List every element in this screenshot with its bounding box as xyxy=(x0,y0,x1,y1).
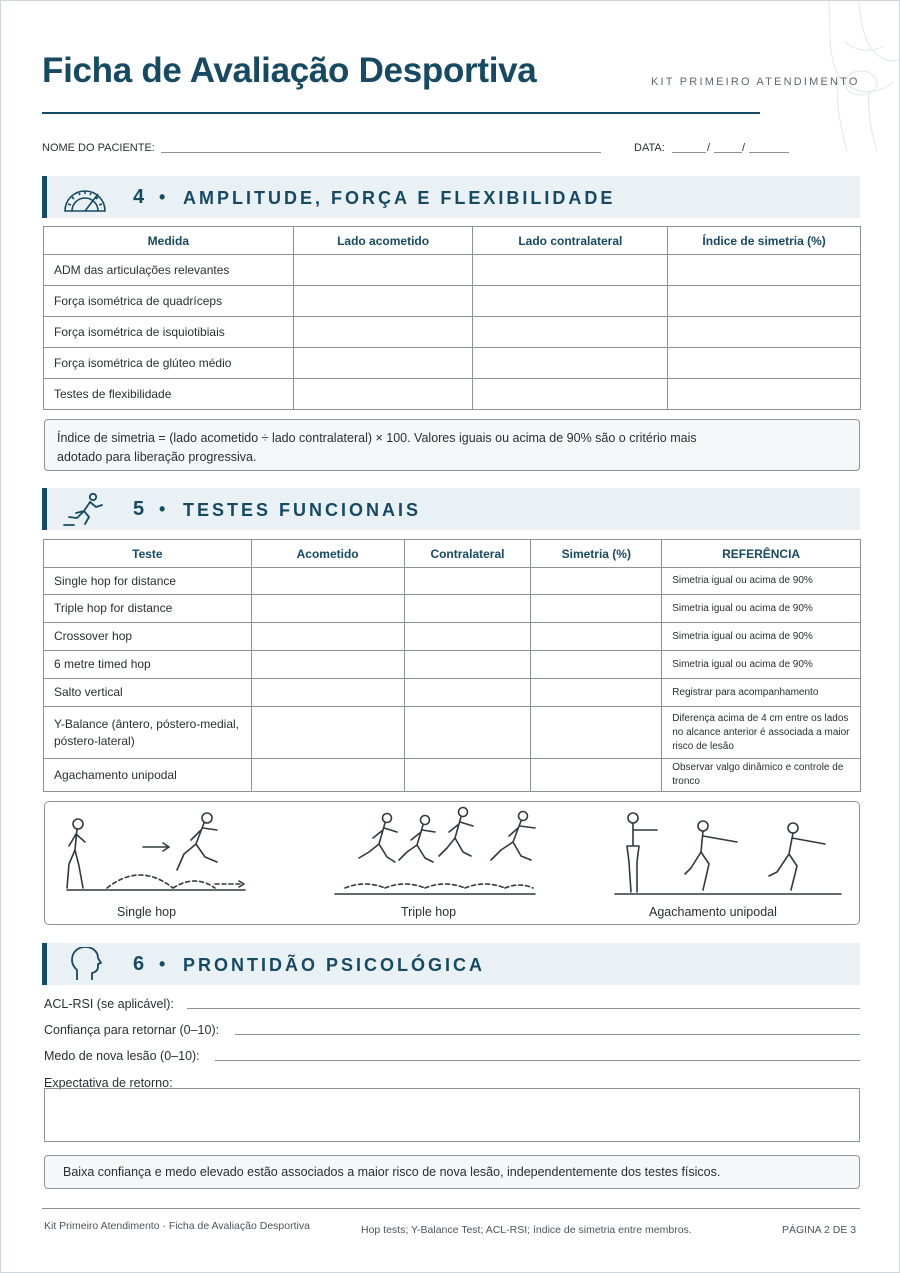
expectation-label: Expectativa de retorno: xyxy=(44,1076,173,1090)
section-accent-bar xyxy=(42,943,47,985)
date-separator: / xyxy=(707,142,711,154)
affected-side-cell[interactable] xyxy=(293,286,473,317)
section-5-header xyxy=(42,488,860,530)
symmetry-index-cell[interactable] xyxy=(668,317,861,348)
goniometer-icon xyxy=(62,180,108,214)
symmetry-cell[interactable] xyxy=(531,568,662,595)
date-year-field[interactable] xyxy=(749,139,789,153)
table-row xyxy=(44,568,861,595)
table-header-row xyxy=(44,540,861,568)
date-day-field[interactable] xyxy=(672,139,706,153)
reference-text: Simetria igual ou acima de 90% xyxy=(662,595,861,623)
table-row xyxy=(44,759,861,792)
table-row xyxy=(44,379,861,410)
column-header: Índice de simetria (%) xyxy=(668,227,861,255)
symmetry-index-cell[interactable] xyxy=(668,286,861,317)
illustration-caption: Triple hop xyxy=(401,905,457,919)
contralateral-cell[interactable] xyxy=(404,651,531,679)
reference-text: Registrar para acompanhamento xyxy=(662,679,861,707)
title-divider xyxy=(42,112,760,114)
affected-side-cell[interactable] xyxy=(293,255,473,286)
patient-name-label: NOME DO PACIENTE: xyxy=(42,142,155,154)
affected-cell[interactable] xyxy=(251,568,404,595)
measure-label: ADM das articulações relevantes xyxy=(44,255,294,286)
affected-side-cell[interactable] xyxy=(293,379,473,410)
contralateral-side-cell[interactable] xyxy=(473,348,668,379)
footer-left: Kit Primeiro Atendimento · Ficha de Avaliação Desportiva xyxy=(44,1220,310,1232)
column-header: Lado acometido xyxy=(293,227,473,255)
reference-text: Simetria igual ou acima de 90% xyxy=(662,568,861,595)
section-title: AMPLITUDE, FORÇA E FLEXIBILIDADE xyxy=(183,188,616,208)
table-row xyxy=(44,679,861,707)
affected-cell[interactable] xyxy=(251,595,404,623)
contralateral-side-cell[interactable] xyxy=(473,286,668,317)
table-row xyxy=(44,286,861,317)
test-label: Y-Balance (ântero, póstero-medial, póstero-lateral) xyxy=(44,707,252,759)
illustration-caption: Single hop xyxy=(117,905,177,919)
section-accent-bar xyxy=(42,488,47,530)
contralateral-cell[interactable] xyxy=(404,759,531,792)
contralateral-cell[interactable] xyxy=(404,679,531,707)
affected-cell[interactable] xyxy=(251,651,404,679)
contralateral-cell[interactable] xyxy=(404,595,531,623)
affected-cell[interactable] xyxy=(251,679,404,707)
column-header: REFERÊNCIA xyxy=(662,540,861,568)
reference-text: Observar valgo dinâmico e controle de tronco xyxy=(662,759,861,792)
reference-text: Diferença acima de 4 cm entre os lados no alcance anterior é associada a maior risco de lesão xyxy=(662,707,861,759)
symmetry-index-cell[interactable] xyxy=(668,379,861,410)
column-header: Medida xyxy=(44,227,294,255)
section-number: 6 xyxy=(133,953,145,975)
page-number: PÁGINA 2 DE 3 xyxy=(782,1224,857,1236)
measure-label: Força isométrica de quadríceps xyxy=(44,286,294,317)
test-label: Triple hop for distance xyxy=(44,595,252,623)
symmetry-index-cell[interactable] xyxy=(668,348,861,379)
reference-text: Simetria igual ou acima de 90% xyxy=(662,623,861,651)
measure-label: Testes de flexibilidade xyxy=(44,379,294,410)
fear-label: Medo de nova lesão (0–10): xyxy=(44,1049,200,1063)
symmetry-cell[interactable] xyxy=(531,679,662,707)
symmetry-note-line: Índice de simetria = (lado acometido ÷ lado contralateral) × 100. Valores iguais ou acima de 90% são o critério mais xyxy=(57,431,697,445)
symmetry-index-cell[interactable] xyxy=(668,255,861,286)
symmetry-cell[interactable] xyxy=(531,651,662,679)
illustration-caption: Agachamento unipodal xyxy=(649,905,777,919)
head-profile-icon xyxy=(62,947,108,981)
acl-rsi-label: ACL-RSI (se aplicável): xyxy=(44,997,174,1011)
symmetry-cell[interactable] xyxy=(531,623,662,651)
column-header: Lado contralateral xyxy=(473,227,668,255)
acl-rsi-field[interactable] xyxy=(187,995,860,1009)
symmetry-note xyxy=(44,419,860,471)
contralateral-side-cell[interactable] xyxy=(473,379,668,410)
symmetry-cell[interactable] xyxy=(531,759,662,792)
section-bullet: • xyxy=(159,187,166,207)
contralateral-side-cell[interactable] xyxy=(473,255,668,286)
confidence-field[interactable] xyxy=(235,1021,860,1035)
kit-label: KIT PRIMEIRO ATENDIMENTO xyxy=(651,76,860,88)
measure-label: Força isométrica de glúteo médio xyxy=(44,348,294,379)
section-number: 4 xyxy=(133,186,145,208)
table-row xyxy=(44,651,861,679)
hop-tests-illustrations xyxy=(44,801,860,925)
measures-table xyxy=(43,226,861,410)
symmetry-cell[interactable] xyxy=(531,595,662,623)
column-header: Teste xyxy=(44,540,252,568)
test-label: 6 metre timed hop xyxy=(44,651,252,679)
measure-label: Força isométrica de isquiotibiais xyxy=(44,317,294,348)
date-separator: / xyxy=(742,142,746,154)
confidence-label: Confiança para retornar (0–10): xyxy=(44,1023,220,1037)
date-label: DATA: xyxy=(634,142,665,154)
expectation-textarea[interactable] xyxy=(44,1088,860,1142)
section-bullet: • xyxy=(159,499,166,519)
table-header-row xyxy=(44,227,861,255)
fear-field[interactable] xyxy=(215,1047,860,1061)
affected-cell[interactable] xyxy=(251,759,404,792)
test-label: Agachamento unipodal xyxy=(44,759,252,792)
affected-cell[interactable] xyxy=(251,707,404,759)
form-title: Ficha de Avaliação Desportiva xyxy=(42,51,537,90)
contralateral-cell[interactable] xyxy=(404,707,531,759)
table-row xyxy=(44,623,861,651)
section-title: PRONTIDÃO PSICOLÓGICA xyxy=(183,955,486,975)
column-header: Contralateral xyxy=(404,540,531,568)
section-bullet: • xyxy=(159,954,166,974)
section-number: 5 xyxy=(133,498,145,520)
patient-name-field[interactable] xyxy=(161,139,601,153)
test-label: Crossover hop xyxy=(44,623,252,651)
symmetry-cell[interactable] xyxy=(531,707,662,759)
contralateral-side-cell[interactable] xyxy=(473,317,668,348)
section-title: TESTES FUNCIONAIS xyxy=(183,500,422,520)
section-accent-bar xyxy=(42,176,47,218)
table-row xyxy=(44,348,861,379)
table-row xyxy=(44,595,861,623)
date-month-field[interactable] xyxy=(714,139,742,153)
affected-side-cell[interactable] xyxy=(293,348,473,379)
footer-divider xyxy=(42,1208,860,1209)
symmetry-note-line: adotado para liberação progressiva. xyxy=(57,450,257,464)
table-row xyxy=(44,317,861,348)
section-6-header xyxy=(42,943,860,985)
contralateral-cell[interactable] xyxy=(404,568,531,595)
reference-text: Simetria igual ou acima de 90% xyxy=(662,651,861,679)
hop-illustration-drawing xyxy=(45,802,861,902)
test-label: Single hop for distance xyxy=(44,568,252,595)
psychological-note: Baixa confiança e medo elevado estão associados a maior risco de nova lesão, independentemente dos testes físicos. xyxy=(44,1155,860,1189)
footer-references: Hop tests; Y-Balance Test; ACL-RSI; índice de simetria entre membros. xyxy=(361,1224,692,1236)
table-row xyxy=(44,255,861,286)
running-athlete-icon xyxy=(62,492,108,526)
affected-side-cell[interactable] xyxy=(293,317,473,348)
test-label: Salto vertical xyxy=(44,679,252,707)
functional-tests-table xyxy=(43,539,861,792)
column-header: Acometido xyxy=(251,540,404,568)
column-header: Simetria (%) xyxy=(531,540,662,568)
section-4-header xyxy=(42,176,860,218)
contralateral-cell[interactable] xyxy=(404,623,531,651)
table-row xyxy=(44,707,861,759)
affected-cell[interactable] xyxy=(251,623,404,651)
